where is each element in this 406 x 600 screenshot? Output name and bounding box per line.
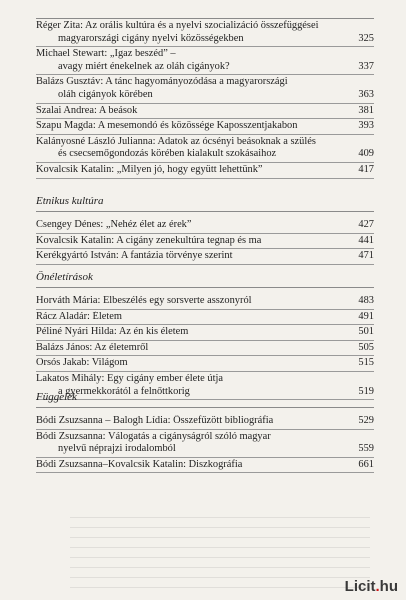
toc-entry (36, 135, 374, 163)
toc-entry (36, 249, 374, 265)
entry-title: Bódi Zsuzsanna: Válogatás a cigányságról szóló magyar (36, 430, 271, 442)
entry-page-number: 471 (358, 250, 374, 262)
entry-page-number: 441 (358, 234, 374, 246)
entry-title: Balázs Gusztáv: A tánc hagyományozódása a magyarországi (36, 76, 288, 88)
toc-entry (36, 163, 374, 179)
toc-entry (36, 218, 374, 234)
toc-section-fuggelek (36, 390, 376, 473)
toc-entry (36, 356, 374, 372)
entry-title: Péliné Nyári Hilda: Az én kis életem (36, 326, 189, 338)
toc-entry (36, 294, 374, 310)
entry-subtitle: avagy miért énekelnek az oláh cigányok? (58, 60, 230, 72)
toc-entry (36, 19, 374, 47)
entry-page-number: 381 (358, 104, 374, 116)
entry-page-number: 661 (358, 458, 374, 470)
entry-page-number: 337 (358, 60, 374, 72)
entry-subtitle: a gyermekkorától a felnőttkorig (58, 385, 190, 397)
entry-subtitle: magyarországi cigány nyelvi közösségekben (58, 32, 244, 44)
entry-page-number: 529 (358, 415, 374, 426)
entry-page-number: 427 (358, 219, 374, 230)
toc-section-continued (36, 18, 376, 179)
toc-entry (36, 75, 374, 103)
entry-title: Kovalcsik Katalin: „Milyen jó, hogy együtt lehettünk” (36, 163, 263, 175)
watermark-tld: hu (379, 578, 398, 595)
entry-page-number: 501 (358, 326, 374, 338)
entry-title: Szapu Magda: A mesemondó és közössége Kaposszentjakabon (36, 120, 298, 132)
entry-title: Kovalcsik Katalin: A cigány zenekultúra tegnap és ma (36, 234, 262, 246)
entry-title: Csengey Dénes: „Nehéz élet az érek” (36, 219, 192, 230)
entry-page-number: 363 (358, 88, 374, 100)
toc-section-etnikus-kultura (36, 194, 376, 265)
entry-page-number: 409 (358, 148, 374, 160)
toc-entry (36, 430, 374, 458)
entry-page-number: 325 (358, 32, 374, 44)
entry-page-number: 515 (358, 357, 374, 369)
toc-entry (36, 234, 374, 250)
watermark-logo (345, 578, 398, 595)
toc-entry (36, 458, 374, 474)
entry-title: Lakatos Mihály: Egy cigány ember élete útja (36, 372, 223, 384)
entry-page-number: 393 (358, 120, 374, 132)
toc-entry (36, 104, 374, 120)
entry-page-number: 559 (358, 443, 374, 455)
watermark-dot: . (375, 578, 380, 595)
toc-section-oneletirasok (36, 270, 376, 400)
entry-page-number: 483 (358, 295, 374, 306)
entry-page-number: 491 (358, 310, 374, 322)
entry-title: Balázs János: Az életemről (36, 341, 149, 353)
entry-title: Michael Stewart: „Igaz beszéd” – (36, 48, 176, 60)
entry-page-number: 519 (358, 385, 374, 397)
entry-page-number: 505 (358, 341, 374, 353)
entry-title: Kalányosné László Julianna: Adatok az ócsényi beásoknak a szülés (36, 135, 316, 147)
entry-subtitle: oláh cigányok körében (58, 88, 153, 100)
entry-title: Horváth Mária: Elbeszélés egy sorsverte asszonyról (36, 295, 252, 306)
entry-title: Szalai Andrea: A beások (36, 104, 138, 116)
entry-subtitle: és csecsemőgondozás körében kialakult szokásaihoz (58, 148, 277, 160)
toc-entry (36, 47, 374, 75)
entry-subtitle: nyelvű néprajzi irodalomból (58, 443, 176, 455)
entry-title: Kerékgyártó István: A fantázia törvénye szerint (36, 250, 233, 262)
section-heading: Függelék (36, 390, 374, 408)
entry-title: Réger Zita: Az orális kultúra és a nyelvi szocializáció összefüggései (36, 20, 319, 31)
section-heading: Etnikus kultúra (36, 194, 374, 212)
toc-entry (36, 119, 374, 135)
toc-entry (36, 325, 374, 341)
toc-entry (36, 310, 374, 326)
entry-title: Rácz Aladár: Életem (36, 310, 122, 322)
entry-title: Orsós Jakab: Világom (36, 357, 128, 369)
toc-entry (36, 341, 374, 357)
entry-title: Bódi Zsuzsanna – Balogh Lídia: Összefűzött bibliográfia (36, 415, 274, 426)
entry-title: Bódi Zsuzsanna–Kovalcsik Katalin: Diszkográfia (36, 458, 243, 470)
watermark-brand: Licit (344, 578, 376, 595)
show-through-text (70, 508, 370, 588)
section-heading: Önéletírások (36, 270, 374, 288)
toc-entry (36, 414, 374, 430)
entry-page-number: 417 (358, 163, 374, 175)
